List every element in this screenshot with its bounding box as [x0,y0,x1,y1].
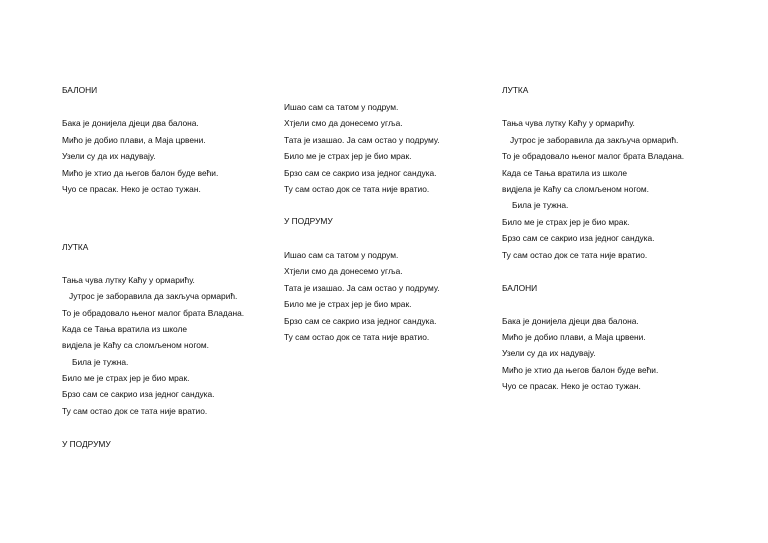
story-title-doll: ЛУТКА [502,85,529,95]
story-line: Било ме је страх јер је био мрак. [62,373,190,383]
story-line: То је обрадовало њеног малог брата Владана. [502,151,685,161]
story-line: Бака је донијела дјеци два балона. [502,316,639,326]
story-line: Мићо је добио плави, а Маја црвени. [502,332,646,342]
story-line: Јутрос је заборавила да закључа ормарић. [510,135,679,145]
story-line: Брзо сам се сакрио иза једног сандука. [284,316,437,326]
story-line: Ту сам остао док се тата није вратио. [62,406,208,416]
story-line: Брзо сам се сакрио иза једног сандука. [502,233,655,243]
story-line: Хтјели смо да донесемо угља. [284,118,403,128]
story-line: Тата је изашао. Ја сам остао у подруму. [284,283,440,293]
story-line: Тања чува лутку Каћу у ормарићу. [62,275,195,285]
story-line: Ту сам остао док се тата није вратио. [284,184,430,194]
story-line: То је обрадовало њеног малог брата Владана. [62,308,245,318]
story-line: Бака је донијела дјеци два балона. [62,118,199,128]
story-line: видјела је Каћу са сломљеном ногом. [502,184,649,194]
story-title-basement: У ПОДРУМУ [62,439,111,449]
story-line: Брзо сам се сакрио иза једног сандука. [62,389,215,399]
story-line: Брзо сам се сакрио иза једног сандука. [284,168,437,178]
story-line: Мићо је хтио да његов балон буде већи. [62,168,219,178]
story-line: Хтјели смо да донесемо угља. [284,266,403,276]
story-title-basement: У ПОДРУМУ [284,216,333,226]
story-line: Ту сам остао док се тата није вратио. [502,250,648,260]
story-line: Ишао сам са татом у подрум. [284,102,399,112]
story-line: Била је тужна. [72,357,129,367]
story-line: Јутрос је заборавила да закључа ормарић. [69,291,238,301]
story-line: Било ме је страх јер је био мрак. [502,217,630,227]
story-title-balloons: БАЛОНИ [62,85,98,95]
story-line: Било ме је страх јер је био мрак. [284,151,412,161]
story-line: Мићо је добио плави, а Маја црвени. [62,135,206,145]
story-line: Када се Тања вратила из школе [502,168,628,178]
story-line: Била је тужна. [512,200,569,210]
story-line: Тања чува лутку Каћу у ормарићу. [502,118,635,128]
story-title-doll: ЛУТКА [62,242,89,252]
story-line: Ишао сам са татом у подрум. [284,250,399,260]
story-title-balloons: БАЛОНИ [502,283,538,293]
story-line: Узели су да их надувају. [502,348,596,358]
story-line: Узели су да их надувају. [62,151,156,161]
story-line: видјела је Каћу са сломљеном ногом. [62,340,209,350]
story-line: Чуо се прасак. Неко је остао тужан. [62,184,201,194]
story-line: Тата је изашао. Ја сам остао у подруму. [284,135,440,145]
story-line: Чуо се прасак. Неко је остао тужан. [502,381,641,391]
story-line: Када се Тања вратила из школе [62,324,188,334]
story-line: Мићо је хтио да његов балон буде већи. [502,365,659,375]
story-line: Ту сам остао док се тата није вратио. [284,332,430,342]
story-line: Било ме је страх јер је био мрак. [284,299,412,309]
